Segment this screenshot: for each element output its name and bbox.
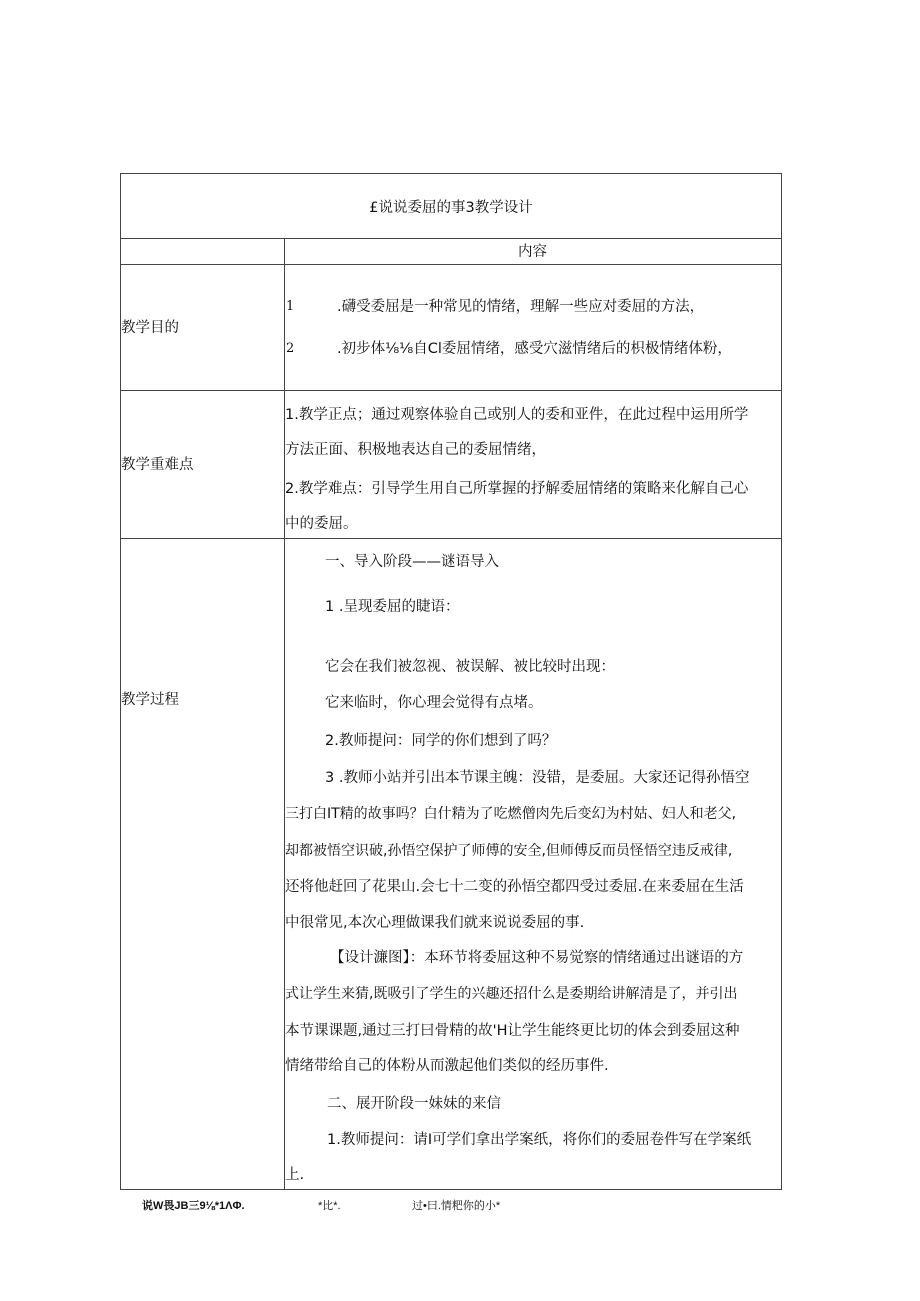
process-line: 【设计濂图】：本环节将委屈这种不易觉察的情绪通过出谜语的方 [330,950,744,966]
row-divider-header [120,264,782,265]
keypoints-line: 中的委屈。 [285,516,358,532]
content-column-header: 内容 [518,244,547,260]
process-line: 它来临时，你心理会觉得有点堵。 [325,695,543,711]
objectives-label: 教学目的 [121,320,179,336]
process-line: 2.教师提问：同学的你们想到了吗？ [325,733,557,749]
process-line: 三打白IT精的故事吗？白什精为了吃燃僧肉先后变幻为村姑、妇人和老父, [285,806,737,822]
process-line: 中很常见,本次心理做课我们就来说说委屈的事. [285,915,585,931]
objective-item-1: .礴受委屈是一种常见的情绪，理解一些应对委屈的方法， [337,299,705,315]
process-line: 1.教师提问：请I可学们拿出学案纸，将你们的委屈卷件写在学案纸 [327,1132,752,1148]
objective-number-2: 2 [286,341,295,356]
footer-middle: *比*. [318,1200,341,1212]
process-line: 还将他赶回了花果山.会七十二变的孙悟空都四受过委屈.在来委屈在生活 [285,879,744,895]
objective-item-2: .初步体⅛⅛自Cl委屈情绪，感受穴滋情绪后的枳极情绪体粉， [337,341,732,357]
table-top-border [120,173,782,174]
process-label: 教学过程 [121,692,179,708]
column-divider [284,238,285,1189]
footer-left: 说W畏JB三9⅛*1ΛΦ. [142,1200,245,1212]
keypoints-line: 2.教学难点：引导学生用自己所掌握的抒解委屈情绪的策略来化解自己心 [285,481,749,497]
row-divider-title [120,238,782,239]
row-divider-keypoints [120,538,782,539]
process-line: 3 .教师小站并引出本节课主魄：没错，是委屈。大家还记得孙悟空 [325,770,750,786]
keypoints-label: 教学重难点 [121,457,194,473]
process-line: 一、导入阶段——谜语导入 [325,554,499,570]
document-title: £说说委屈的事3教学设计 [369,200,533,216]
objective-number-1: 1 [286,299,295,314]
keypoints-line: 方法正面、积极地表达自己的委屈情绪， [285,442,546,458]
process-line: 式让学生来猜,既吸引了学生的兴趣还招什么是委期给讲解清是了，并引出 [285,986,738,1002]
table-bottom-border [120,1189,782,1190]
process-line: 却都被悟空识破,孙悟空保护了师傅的安全,但师傅反而员怪悟空违反戒律, [285,843,733,859]
row-divider-objectives [120,390,782,391]
process-line: 它会在我们被忽视、被误解、被比较时出现： [325,659,615,675]
process-line: 二、展开阶段一妹妹的来信 [327,1096,501,1112]
process-line: 本节课课题,通过三打曰骨精的故'H让学生能终更比切的体会到委屈这种 [285,1023,740,1039]
process-line: 情绪带给自己的体粉从而激起他们类似的经历事件. [285,1058,609,1074]
process-line: 1 .呈现委屈的睫语： [325,599,460,615]
process-line: 上. [285,1167,305,1183]
footer-right: 过•曰.情粑你的小* [412,1200,501,1212]
table-right-border [781,173,782,1189]
keypoints-line: 1.教学正点；通过观察体验自己或别人的委和亚件，在此过程中运用所学 [285,407,749,423]
